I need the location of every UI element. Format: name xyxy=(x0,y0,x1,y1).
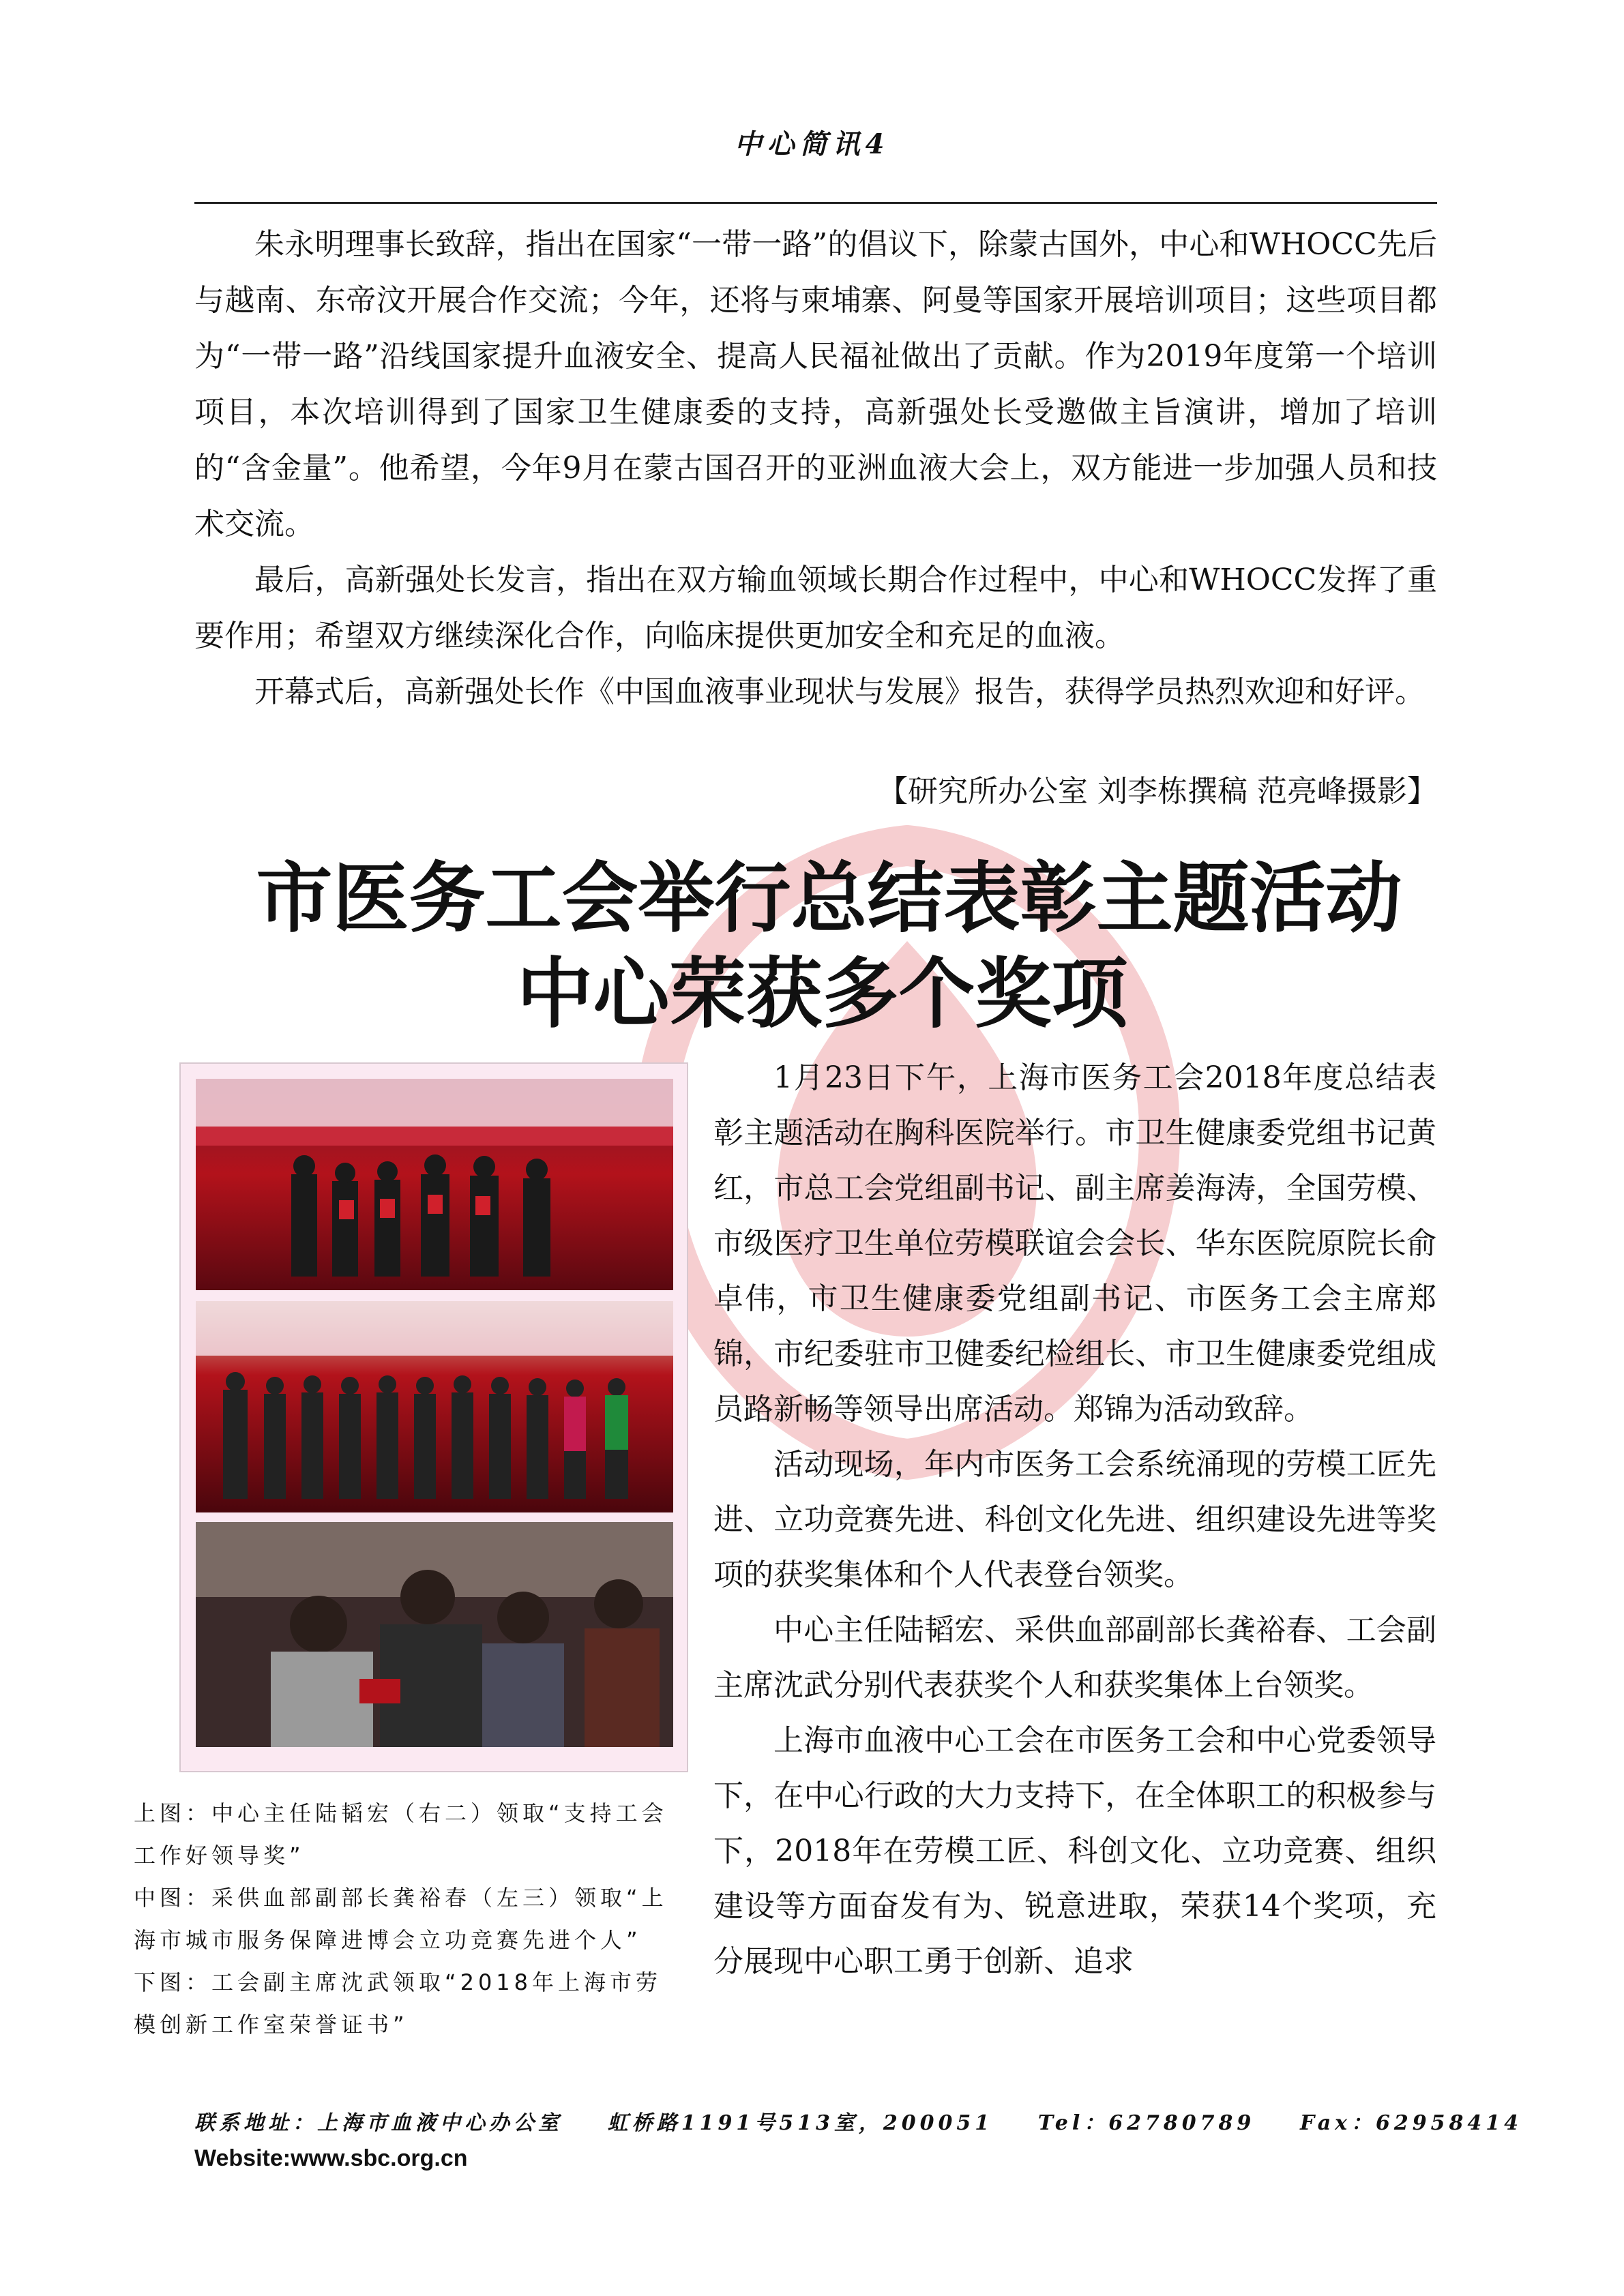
continued-paragraph-2: 最后，高新强处长发言，指出在双方输血领域长期合作过程中，中心和WHOCC发挥了重要作用；希望双方继续深化合作，向临床提供更加安全和充足的血液。 xyxy=(194,563,1437,653)
header-divider xyxy=(194,202,1437,204)
article-paragraph-4: 上海市血液中心工会在市医务工会和中心党委领导下，在中心行政的大力支持下，在全体职工的积极参与下，2018年在劳模工匠、科创文化、立功竞赛、组织建设等方面奋发有为、锐意进取，荣获14个奖项，充分展现中心职工勇于创新、追求 xyxy=(713,1723,1436,1979)
continued-article-body xyxy=(194,217,1437,720)
continued-paragraph-3: 开幕式后，高新强处长作《中国血液事业现状与发展》报告，获得学员热烈欢迎和好评。 xyxy=(254,674,1425,709)
caption-top: 上图：中心主任陆韬宏（右二）领取“支持工会工作好领导奖” xyxy=(134,1800,668,1868)
photo-captions xyxy=(134,1792,679,2046)
article-paragraph-2: 活动现场，年内市医务工会系统涌现的劳模工匠先进、立功竞赛先进、科创文化先进、组织建设先进等奖项的获奖集体和个人代表登台领奖。 xyxy=(713,1447,1436,1592)
caption-middle: 中图：采供血部副部长龚裕春（左三）领取“上海市城市服务保障进博会立功竞赛先进个人” xyxy=(134,1885,668,1953)
article-headline xyxy=(0,851,1624,1042)
photo-collage xyxy=(179,1062,688,1772)
headline-line-1: 市医务工会举行总结表彰主题活动 xyxy=(256,854,1402,943)
newsletter-header-title: 中心简讯4 xyxy=(734,128,890,160)
headline-line-2: 中心荣获多个奖项 xyxy=(516,950,1128,1039)
caption-bottom: 下图：工会副主席沈武领取“2018年上海市劳模创新工作室荣誉证书” xyxy=(134,1969,662,2038)
article-paragraph-3: 中心主任陆韬宏、采供血部副部长龚裕春、工会副主席沈武分别代表获奖个人和获奖集体上台领奖。 xyxy=(713,1613,1436,1703)
photo-bottom-award-handover xyxy=(196,1522,673,1747)
article-paragraph-1: 1月23日下午，上海市医务工会2018年度总结表彰主题活动在胸科医院举行。市卫生健康委党组书记黄红，市总工会党组副书记、副主席姜海涛，全国劳模、市级医疗卫生单位劳模联谊会会长、华东医院原院长俞卓伟，市卫生健康委党组副书记、市医务工会主席郑锦，市纪委驻市卫健委纪检组长、市卫生健康委党组成员路新畅等领导出席活动。郑锦为活动致辞。 xyxy=(713,1060,1436,1427)
article-credit: 【研究所办公室 刘李栋撰稿 范亮峰摄影】 xyxy=(878,774,1437,809)
photo-top-award-ceremony xyxy=(196,1079,673,1290)
article-body xyxy=(713,1050,1436,1989)
footer-contact-info: 联系地址：上海市血液中心办公室 虹桥路1191号513室，200051 Tel：62780789 Fax：62958414 xyxy=(194,2111,1523,2135)
footer-website: Website:www.sbc.org.cn xyxy=(194,2145,468,2171)
photo-middle-award-ceremony xyxy=(196,1301,673,1512)
continued-paragraph-1: 朱永明理事长致辞，指出在国家“一带一路”的倡议下，除蒙古国外，中心和WHOCC先后与越南、东帝汶开展合作交流；今年，还将与柬埔寨、阿曼等国家开展培训项目；这些项目都为“一带一路”沿线国家提升血液安全、提高人民福祉做出了贡献。作为2019年度第一个培训项目，本次培训得到了国家卫生健康委的支持，高新强处长受邀做主旨演讲，增加了培训的“含金量”。他希望，今年9月在蒙古国召开的亚洲血液大会上，双方能进一步加强人员和技术交流。 xyxy=(194,227,1437,541)
